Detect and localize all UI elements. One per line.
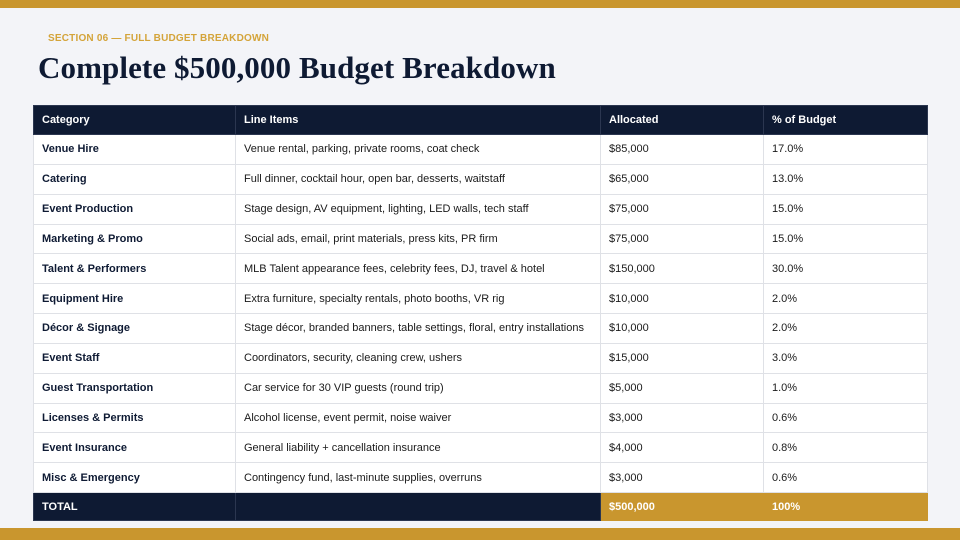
cell-allocated: $150,000 (601, 254, 764, 284)
cell-line-items: Full dinner, cocktail hour, open bar, desserts, waitstaff (236, 164, 601, 194)
header-category: Category (34, 106, 236, 135)
table-header-row (34, 106, 928, 135)
header-allocated: Allocated (601, 106, 764, 135)
cell-percent: 17.0% (764, 135, 928, 165)
cell-category: Marketing & Promo (34, 224, 236, 254)
total-label: TOTAL (34, 493, 236, 521)
table-row (34, 433, 928, 463)
cell-allocated: $5,000 (601, 373, 764, 403)
cell-allocated: $3,000 (601, 463, 764, 493)
table-row (34, 194, 928, 224)
cell-allocated: $10,000 (601, 284, 764, 314)
total-line-items (236, 493, 601, 521)
table-row (34, 164, 928, 194)
cell-percent: 15.0% (764, 224, 928, 254)
cell-category: Talent & Performers (34, 254, 236, 284)
cell-line-items: Stage décor, branded banners, table settings, floral, entry installations (236, 314, 601, 344)
cell-allocated: $75,000 (601, 194, 764, 224)
cell-category: Misc & Emergency (34, 463, 236, 493)
cell-allocated: $15,000 (601, 343, 764, 373)
cell-category: Catering (34, 164, 236, 194)
table-row (34, 343, 928, 373)
cell-line-items: Stage design, AV equipment, lighting, LED walls, tech staff (236, 194, 601, 224)
cell-percent: 13.0% (764, 164, 928, 194)
cell-allocated: $75,000 (601, 224, 764, 254)
cell-allocated: $3,000 (601, 403, 764, 433)
cell-category: Event Production (34, 194, 236, 224)
section-label: SECTION 06 — FULL BUDGET BREAKDOWN (48, 33, 270, 44)
cell-line-items: Extra furniture, specialty rentals, photo booths, VR rig (236, 284, 601, 314)
cell-percent: 2.0% (764, 314, 928, 344)
table-row (34, 135, 928, 165)
cell-percent: 3.0% (764, 343, 928, 373)
cell-line-items: MLB Talent appearance fees, celebrity fees, DJ, travel & hotel (236, 254, 601, 284)
table-row (34, 224, 928, 254)
budget-table (33, 105, 928, 521)
cell-line-items: Alcohol license, event permit, noise waiver (236, 403, 601, 433)
cell-line-items: Coordinators, security, cleaning crew, ushers (236, 343, 601, 373)
cell-percent: 15.0% (764, 194, 928, 224)
table-row (34, 373, 928, 403)
cell-category: Equipment Hire (34, 284, 236, 314)
cell-percent: 1.0% (764, 373, 928, 403)
bottom-accent-bar (0, 528, 960, 540)
cell-allocated: $65,000 (601, 164, 764, 194)
cell-category: Event Insurance (34, 433, 236, 463)
total-row (34, 493, 928, 521)
cell-category: Venue Hire (34, 135, 236, 165)
cell-percent: 0.6% (764, 463, 928, 493)
header-line-items: Line Items (236, 106, 601, 135)
table-row (34, 284, 928, 314)
cell-line-items: General liability + cancellation insurance (236, 433, 601, 463)
cell-category: Décor & Signage (34, 314, 236, 344)
cell-line-items: Social ads, email, print materials, press kits, PR firm (236, 224, 601, 254)
table-row (34, 254, 928, 284)
cell-allocated: $10,000 (601, 314, 764, 344)
cell-percent: 2.0% (764, 284, 928, 314)
cell-line-items: Car service for 30 VIP guests (round trip) (236, 373, 601, 403)
cell-percent: 0.8% (764, 433, 928, 463)
total-percent: 100% (764, 493, 928, 521)
table-row (34, 403, 928, 433)
cell-percent: 30.0% (764, 254, 928, 284)
table-row (34, 463, 928, 493)
cell-line-items: Contingency fund, last-minute supplies, overruns (236, 463, 601, 493)
cell-category: Licenses & Permits (34, 403, 236, 433)
cell-allocated: $4,000 (601, 433, 764, 463)
cell-category: Event Staff (34, 343, 236, 373)
header-percent: % of Budget (764, 106, 928, 135)
cell-category: Guest Transportation (34, 373, 236, 403)
table-row (34, 314, 928, 344)
cell-allocated: $85,000 (601, 135, 764, 165)
cell-line-items: Venue rental, parking, private rooms, coat check (236, 135, 601, 165)
total-allocated: $500,000 (601, 493, 764, 521)
page-title: Complete $500,000 Budget Breakdown (38, 50, 556, 85)
cell-percent: 0.6% (764, 403, 928, 433)
top-accent-bar (0, 0, 960, 8)
